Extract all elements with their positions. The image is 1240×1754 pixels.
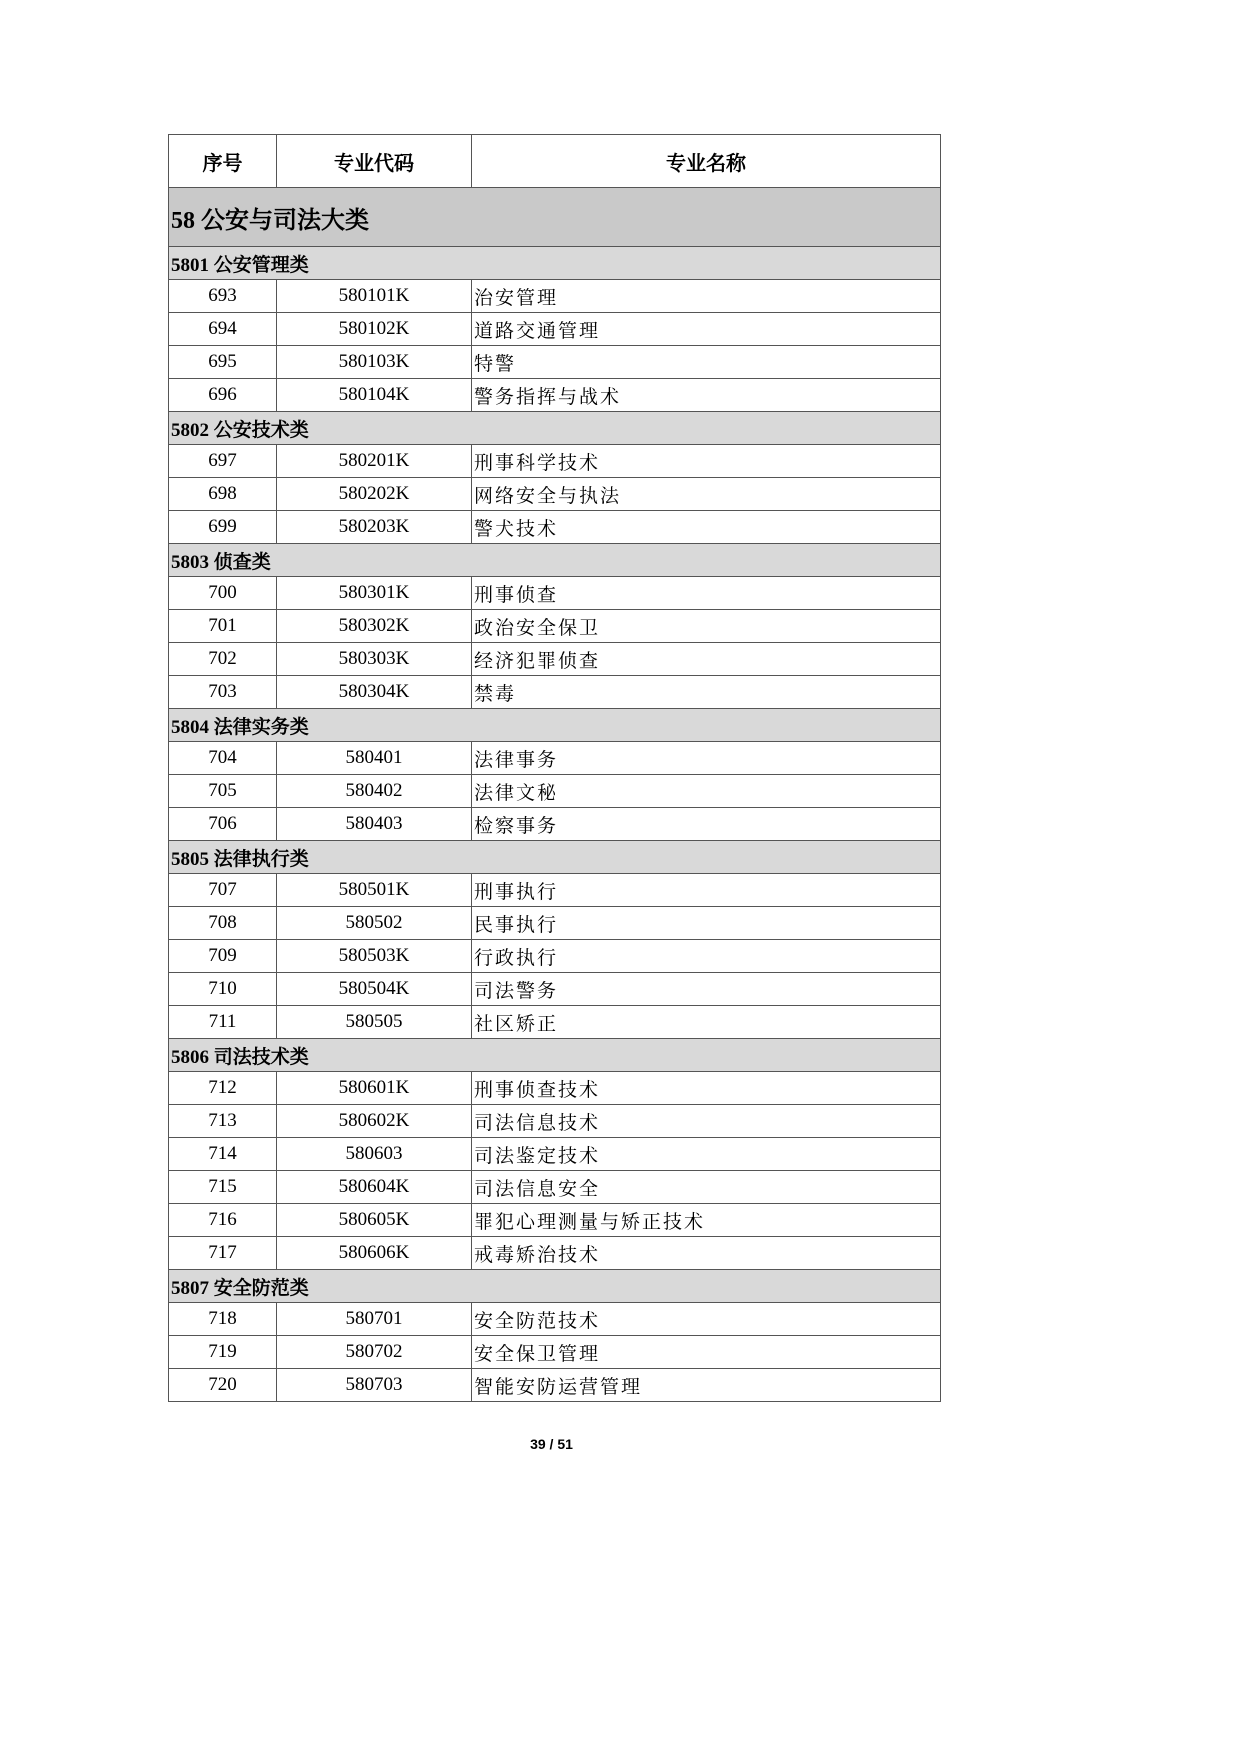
table-header (169, 135, 941, 188)
major-name-cell: 法律事务 (472, 742, 941, 775)
subcategory-title: 5801 公安管理类 (169, 247, 941, 280)
major-code-cell: 580104K (277, 379, 472, 412)
major-code-cell: 580503K (277, 940, 472, 973)
major-name-cell: 特警 (472, 346, 941, 379)
major-code-cell: 580401 (277, 742, 472, 775)
table-row (169, 1336, 941, 1369)
header-major-name: 专业名称 (472, 135, 941, 188)
subcategory-title: 5807 安全防范类 (169, 1270, 941, 1303)
major-code-cell: 580202K (277, 478, 472, 511)
serial-number-cell: 698 (169, 478, 277, 511)
table-row (169, 478, 941, 511)
table-row (169, 940, 941, 973)
header-serial-number: 序号 (169, 135, 277, 188)
table-row (169, 1138, 941, 1171)
major-code-cell: 580501K (277, 874, 472, 907)
major-name-cell: 道路交通管理 (472, 313, 941, 346)
table-row (169, 1204, 941, 1237)
table-row (169, 1171, 941, 1204)
subcategory-title: 5806 司法技术类 (169, 1039, 941, 1072)
major-name-cell: 行政执行 (472, 940, 941, 973)
serial-number-cell: 712 (169, 1072, 277, 1105)
major-code-cell: 580304K (277, 676, 472, 709)
major-code-cell: 580701 (277, 1303, 472, 1336)
major-name-cell: 刑事侦查技术 (472, 1072, 941, 1105)
table-row (169, 313, 941, 346)
major-name-cell: 刑事执行 (472, 874, 941, 907)
major-name-cell: 经济犯罪侦查 (472, 643, 941, 676)
table-row (169, 1237, 941, 1270)
serial-number-cell: 717 (169, 1237, 277, 1270)
major-code-cell: 580303K (277, 643, 472, 676)
major-code-cell: 580403 (277, 808, 472, 841)
subcategory-row (169, 544, 941, 577)
serial-number-cell: 710 (169, 973, 277, 1006)
serial-number-cell: 716 (169, 1204, 277, 1237)
major-code-cell: 580505 (277, 1006, 472, 1039)
serial-number-cell: 713 (169, 1105, 277, 1138)
major-code-cell: 580402 (277, 775, 472, 808)
table-row (169, 808, 941, 841)
major-name-cell: 刑事科学技术 (472, 445, 941, 478)
table-row (169, 973, 941, 1006)
major-code-cell: 580502 (277, 907, 472, 940)
table-row (169, 742, 941, 775)
table-body (169, 188, 941, 1402)
table-row (169, 1369, 941, 1402)
serial-number-cell: 715 (169, 1171, 277, 1204)
subcategory-row (169, 1039, 941, 1072)
table-row (169, 907, 941, 940)
table-row (169, 1006, 941, 1039)
table-row (169, 610, 941, 643)
major-code-cell: 580702 (277, 1336, 472, 1369)
header-row (169, 135, 941, 188)
major-name-cell: 戒毒矫治技术 (472, 1237, 941, 1270)
major-name-cell: 禁毒 (472, 676, 941, 709)
major-code-cell: 580604K (277, 1171, 472, 1204)
major-name-cell: 司法警务 (472, 973, 941, 1006)
subcategory-row (169, 412, 941, 445)
serial-number-cell: 719 (169, 1336, 277, 1369)
major-name-cell: 司法信息安全 (472, 1171, 941, 1204)
table-row (169, 379, 941, 412)
major-code-cell: 580101K (277, 280, 472, 313)
category-row (169, 188, 941, 247)
serial-number-cell: 700 (169, 577, 277, 610)
serial-number-cell: 693 (169, 280, 277, 313)
serial-number-cell: 718 (169, 1303, 277, 1336)
major-code-cell: 580703 (277, 1369, 472, 1402)
serial-number-cell: 702 (169, 643, 277, 676)
table-row (169, 577, 941, 610)
major-name-cell: 政治安全保卫 (472, 610, 941, 643)
serial-number-cell: 720 (169, 1369, 277, 1402)
table-row (169, 1303, 941, 1336)
subcategory-title: 5802 公安技术类 (169, 412, 941, 445)
subcategory-row (169, 247, 941, 280)
subcategory-row (169, 1270, 941, 1303)
serial-number-cell: 708 (169, 907, 277, 940)
major-code-cell: 580601K (277, 1072, 472, 1105)
serial-number-cell: 707 (169, 874, 277, 907)
serial-number-cell: 694 (169, 313, 277, 346)
major-code-cell: 580102K (277, 313, 472, 346)
serial-number-cell: 704 (169, 742, 277, 775)
serial-number-cell: 699 (169, 511, 277, 544)
table-row (169, 346, 941, 379)
major-code-cell: 580302K (277, 610, 472, 643)
category-title: 58 公安与司法大类 (169, 188, 941, 247)
major-name-cell: 罪犯心理测量与矫正技术 (472, 1204, 941, 1237)
major-name-cell: 刑事侦查 (472, 577, 941, 610)
header-major-code: 专业代码 (277, 135, 472, 188)
table-row (169, 676, 941, 709)
major-name-cell: 警务指挥与战术 (472, 379, 941, 412)
serial-number-cell: 703 (169, 676, 277, 709)
table-row (169, 445, 941, 478)
table-row (169, 775, 941, 808)
page-number: 39 / 51 (530, 1436, 573, 1452)
major-code-cell: 580103K (277, 346, 472, 379)
serial-number-cell: 709 (169, 940, 277, 973)
major-name-cell: 安全保卫管理 (472, 1336, 941, 1369)
serial-number-cell: 701 (169, 610, 277, 643)
table-row (169, 1072, 941, 1105)
table-row (169, 511, 941, 544)
major-name-cell: 司法信息技术 (472, 1105, 941, 1138)
subcategory-title: 5803 侦查类 (169, 544, 941, 577)
table-row (169, 874, 941, 907)
majors-table (168, 134, 941, 1402)
major-name-cell: 社区矫正 (472, 1006, 941, 1039)
major-code-cell: 580602K (277, 1105, 472, 1138)
subcategory-row (169, 841, 941, 874)
major-code-cell: 580603 (277, 1138, 472, 1171)
serial-number-cell: 711 (169, 1006, 277, 1039)
subcategory-row (169, 709, 941, 742)
major-code-cell: 580606K (277, 1237, 472, 1270)
serial-number-cell: 714 (169, 1138, 277, 1171)
major-code-cell: 580203K (277, 511, 472, 544)
major-code-cell: 580301K (277, 577, 472, 610)
serial-number-cell: 695 (169, 346, 277, 379)
subcategory-title: 5804 法律实务类 (169, 709, 941, 742)
major-code-cell: 580504K (277, 973, 472, 1006)
major-name-cell: 治安管理 (472, 280, 941, 313)
subcategory-title: 5805 法律执行类 (169, 841, 941, 874)
table-row (169, 643, 941, 676)
table-row (169, 280, 941, 313)
serial-number-cell: 697 (169, 445, 277, 478)
major-name-cell: 法律文秘 (472, 775, 941, 808)
major-name-cell: 智能安防运营管理 (472, 1369, 941, 1402)
major-code-cell: 580605K (277, 1204, 472, 1237)
serial-number-cell: 705 (169, 775, 277, 808)
major-name-cell: 安全防范技术 (472, 1303, 941, 1336)
major-name-cell: 网络安全与执法 (472, 478, 941, 511)
major-code-cell: 580201K (277, 445, 472, 478)
serial-number-cell: 696 (169, 379, 277, 412)
table-row (169, 1105, 941, 1138)
major-name-cell: 民事执行 (472, 907, 941, 940)
serial-number-cell: 706 (169, 808, 277, 841)
major-name-cell: 警犬技术 (472, 511, 941, 544)
major-name-cell: 检察事务 (472, 808, 941, 841)
major-name-cell: 司法鉴定技术 (472, 1138, 941, 1171)
